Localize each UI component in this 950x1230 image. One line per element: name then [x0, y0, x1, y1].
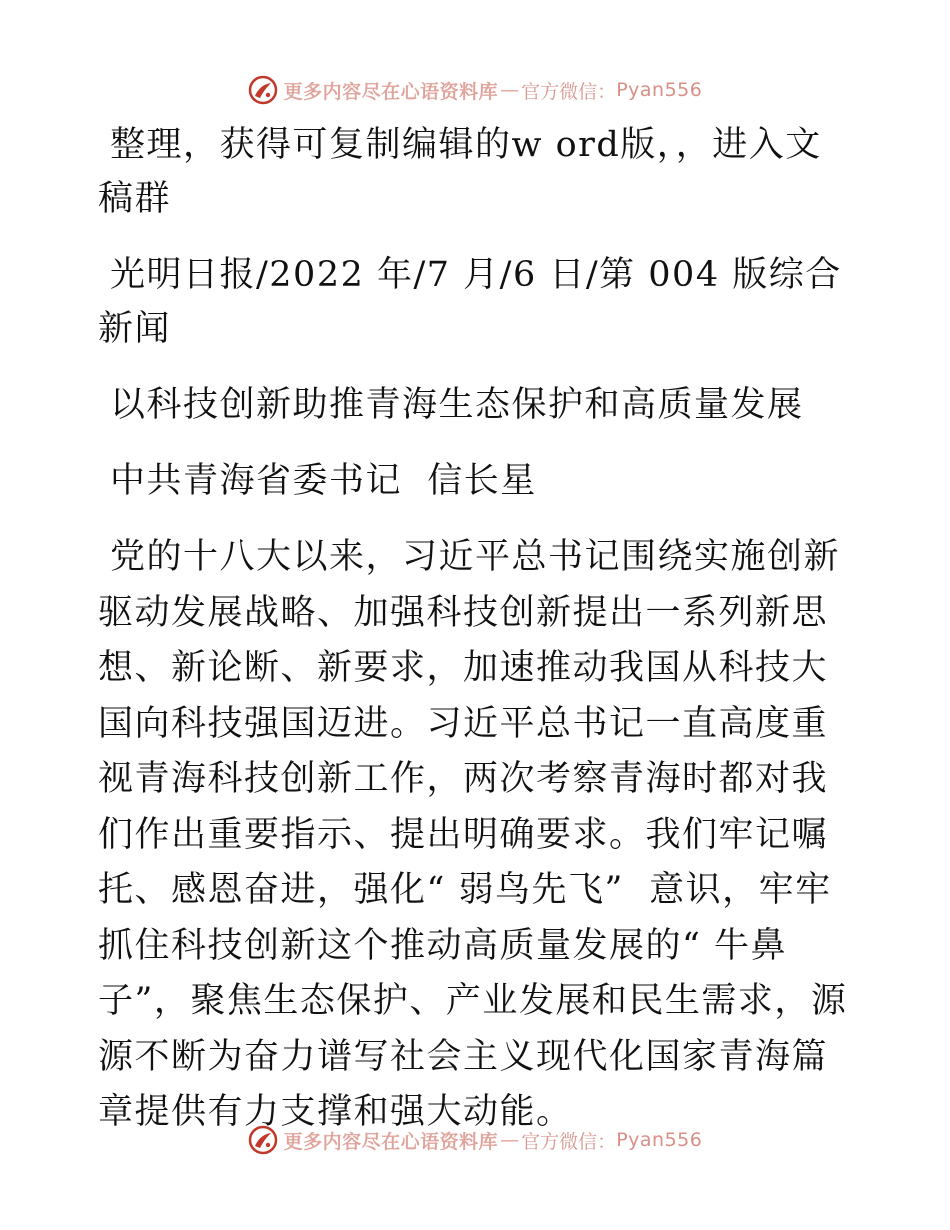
watermark-brand: 更多内容尽在心语资料库 — [283, 1130, 499, 1153]
watermark-separator: — — [500, 1129, 520, 1151]
article-body: 党的十八大以来，习近平总书记围绕实施创新驱动发展战略、加强科技创新提出一系列新思想、新论断、新要求，加速推动我国从科技大国向科技强国迈进。习近平总书记一直高度重视青海科技创新工作，两次考察青海时都对我们作出重要指示、提出明确要求。我们牢记嘱托、感恩奋进，强化“ 弱鸟先飞” 意识，牢牢抓住科技创新这个推动高质量发展的“ 牛鼻子”，聚焦生态保护、产业发展和民生需求，源源不断为奋力谱写社会主义现代化国家青海篇章提供有力支撑和强大动能。 — [98, 537, 848, 1132]
article-title: 以科技创新助推青海生态保护和高质量发展 — [110, 385, 804, 425]
watermark-brand: 更多内容尽在心语资料库 — [283, 80, 499, 103]
watermark-wechat-id: Pyan556 — [616, 1129, 703, 1151]
watermark-separator: — — [500, 79, 520, 101]
watermark-header — [0, 70, 950, 110]
watermark-official-label: 官方微信： — [521, 80, 617, 103]
watermark-footer — [0, 1120, 950, 1160]
document-source: 光明日报/2022 年/7 月/6 日/第 004 版综合新闻 — [98, 255, 842, 349]
document-note: 整理，获得可复制编辑的w ord版，，进入文稿群 — [98, 125, 822, 219]
watermark-logo-icon — [248, 1125, 278, 1155]
article-author: 中共青海省委书记 信长星 — [110, 461, 537, 501]
watermark-logo-icon — [248, 75, 278, 105]
document-content — [98, 118, 858, 1141]
watermark-wechat-id: Pyan556 — [616, 79, 703, 101]
watermark-official-label: 官方微信： — [521, 1130, 617, 1153]
